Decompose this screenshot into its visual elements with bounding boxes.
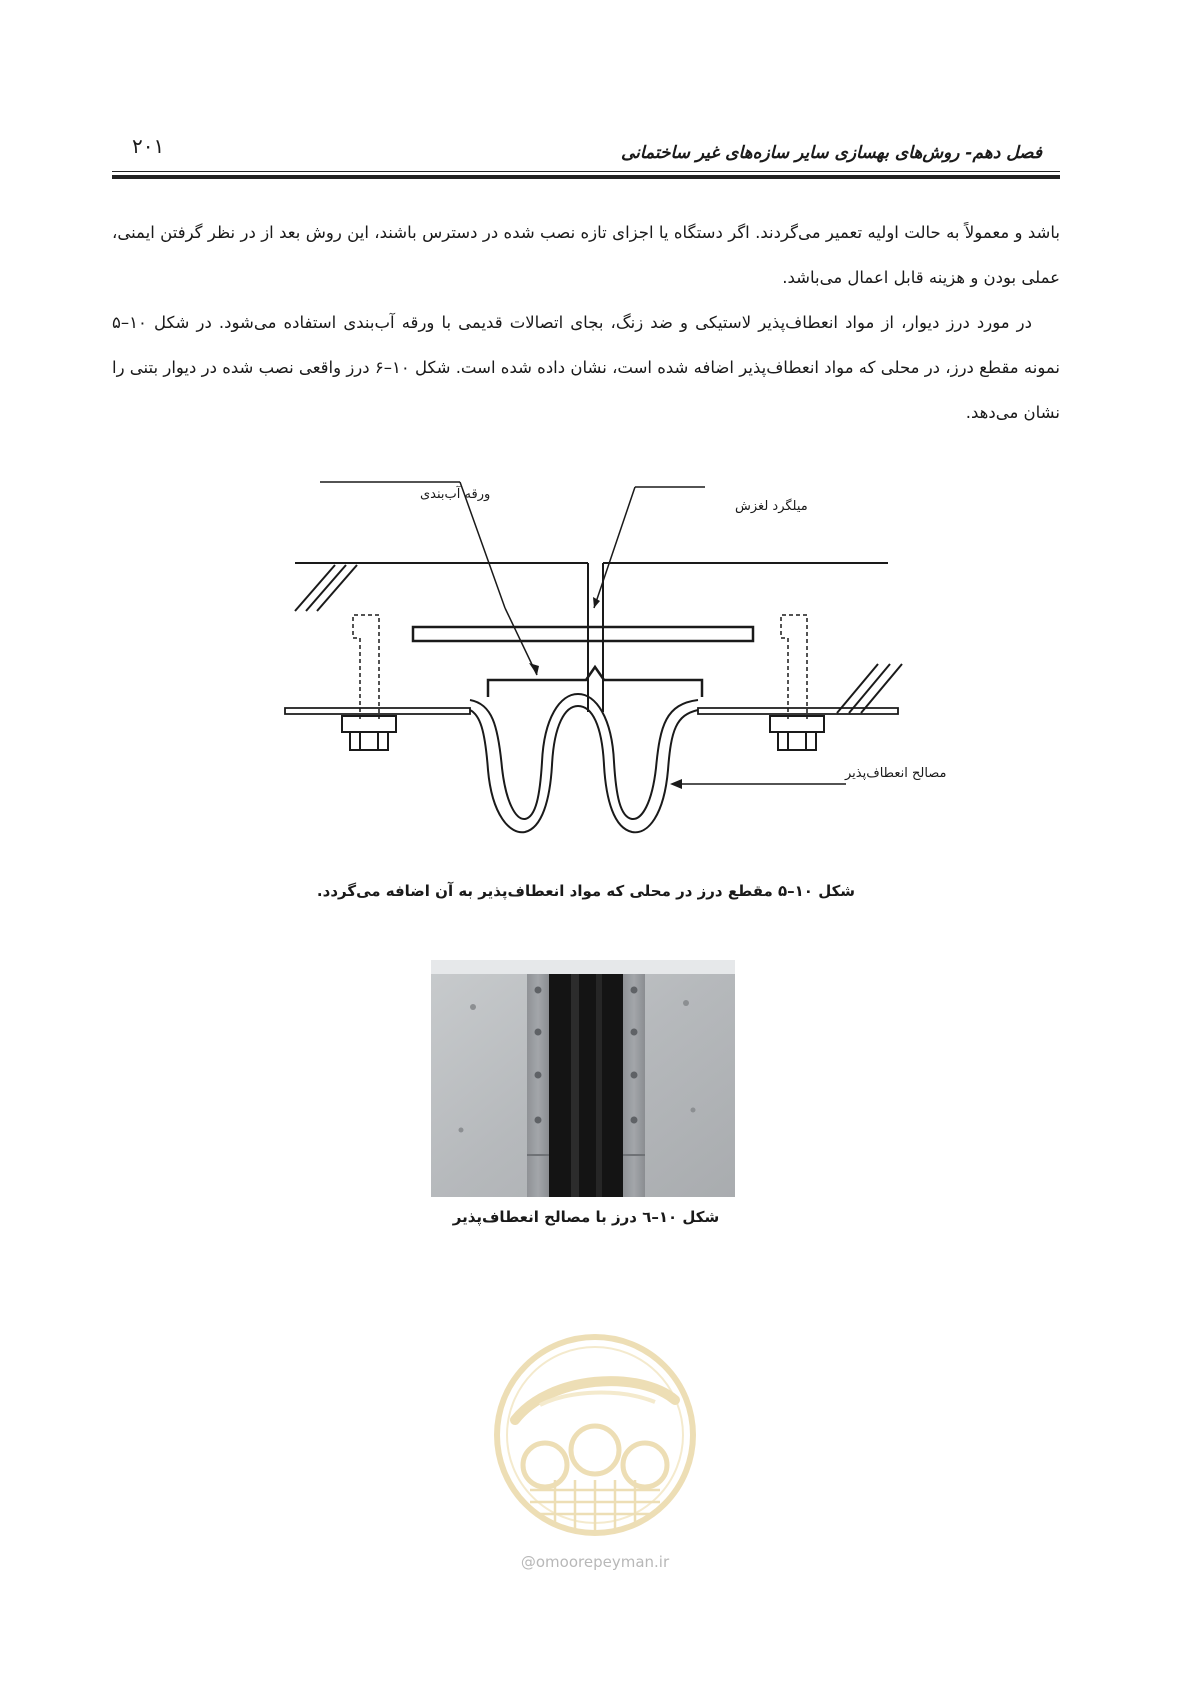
figure-6-caption: شکل ۱۰–٦ درز با مصالح انعطاف‌پذیر	[452, 1208, 720, 1226]
header-rule-thick	[112, 175, 1060, 179]
chapter-title: فصل دهم- روش‌های بهسازی سایر سازه‌های غیر ساختمانی	[620, 143, 1042, 163]
watermark-url: @omoorepeyman.ir	[520, 1553, 670, 1571]
body-text	[112, 210, 1060, 435]
paragraph-1: باشد و معمولاً به حالت اولیه تعمیر می‌گردند. اگر دستگاه یا اجزای تازه نصب شده در دسترس باشند، این روش بعد از در نظر گرفتن ایمنی، عملی بودن و هزینه قابل اعمال می‌باشد.	[112, 223, 1060, 287]
paragraph-2: در مورد درز دیوار، از مواد انعطاف‌پذیر لاستیکی و ضد زنگ، بجای اتصالات قدیمی با ورقه آب‌بندی استفاده می‌شود. در شکل ۱۰–۵ نمونه مقطع درز، در محلی که مواد انعطاف‌پذیر اضافه شده است، نشان داده شده است. شکل ۱۰–۶ درز واقعی نصب شده در دیوار بتنی را نشان می‌دهد.	[112, 313, 1060, 422]
joint-section-diagram	[280, 470, 947, 870]
joint-photo	[431, 960, 735, 1197]
page-number: ۲۰۱	[132, 134, 165, 158]
label-slip-dowel: میلگرد لغزش	[735, 499, 808, 514]
label-flexible-material: مصالح انعطاف‌پذیر	[845, 766, 947, 781]
header-rule-thin	[112, 171, 1060, 172]
watermark-logo	[490, 1330, 700, 1540]
figure-5-caption: شکل ۱۰–۵ مقطع درز در محلی که مواد انعطاف‌پذیر به آن اضافه می‌گردد.	[316, 882, 856, 900]
label-waterproof-sheet: ورقه آب‌بندی	[420, 487, 491, 502]
